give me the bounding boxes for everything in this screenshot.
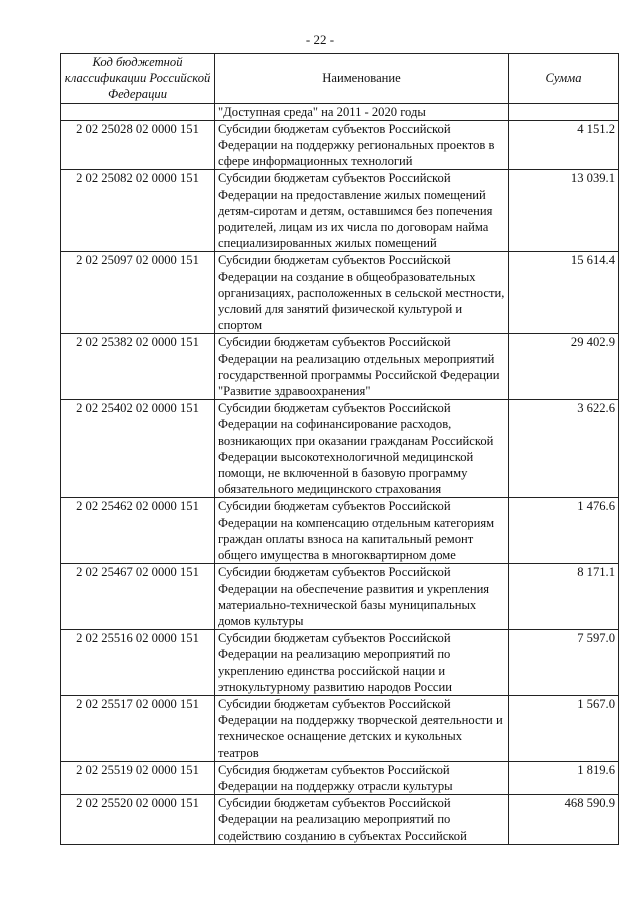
row-code: 2 02 25517 02 0000 151 <box>61 695 215 761</box>
row-name: Субсидии бюджетам субъектов Российской Федерации на реализацию отдельных мероприятий государственной программы Российской Федерации "Развитие здравоохранения" <box>215 334 509 400</box>
table-row <box>61 252 619 334</box>
header-name: Наименование <box>215 54 509 104</box>
header-code: Код бюджетной классификации Российской Федерации <box>61 54 215 104</box>
row-sum: 1 476.6 <box>509 498 619 564</box>
row-sum: 13 039.1 <box>509 170 619 252</box>
continuation-text: "Доступная среда" на 2011 - 2020 годы <box>215 103 509 120</box>
continuation-sum-cell <box>509 103 619 120</box>
row-code: 2 02 25520 02 0000 151 <box>61 795 215 845</box>
row-code: 2 02 25516 02 0000 151 <box>61 630 215 696</box>
row-name: Субсидии бюджетам субъектов Российской Федерации на обеспечение развития и укрепления материально-технической базы муниципальных домов культуры <box>215 564 509 630</box>
header-sum: Сумма <box>509 54 619 104</box>
row-sum: 1 567.0 <box>509 695 619 761</box>
table-row <box>61 334 619 400</box>
row-sum: 4 151.2 <box>509 120 619 170</box>
continuation-code-cell <box>61 103 215 120</box>
row-code: 2 02 25097 02 0000 151 <box>61 252 215 334</box>
row-sum: 8 171.1 <box>509 564 619 630</box>
row-name: Субсидия бюджетам субъектов Российской Федерации на поддержку отрасли культуры <box>215 761 509 794</box>
row-code: 2 02 25519 02 0000 151 <box>61 761 215 794</box>
table-row <box>61 630 619 696</box>
row-code: 2 02 25402 02 0000 151 <box>61 400 215 498</box>
row-name: Субсидии бюджетам субъектов Российской Федерации на софинансирование расходов, возникающих при оказании гражданам Российской Федерации высокотехнологичной медицинской помощи, не включенной в базовую программу обязательного медицинского страхования <box>215 400 509 498</box>
row-code: 2 02 25028 02 0000 151 <box>61 120 215 170</box>
row-name: Субсидии бюджетам субъектов Российской Федерации на предоставление жилых помещений детям-сиротам и детям, оставшимся без попечения родителей, лицам из их числа по договорам найма специализированных жилых помещений <box>215 170 509 252</box>
row-name: Субсидии бюджетам субъектов Российской Федерации на поддержку региональных проектов в сфере информационных технологий <box>215 120 509 170</box>
row-code: 2 02 25082 02 0000 151 <box>61 170 215 252</box>
row-sum: 468 590.9 <box>509 795 619 845</box>
row-sum: 1 819.6 <box>509 761 619 794</box>
table-row <box>61 564 619 630</box>
table-row <box>61 170 619 252</box>
row-code: 2 02 25462 02 0000 151 <box>61 498 215 564</box>
row-sum: 15 614.4 <box>509 252 619 334</box>
row-sum: 3 622.6 <box>509 400 619 498</box>
row-sum: 7 597.0 <box>509 630 619 696</box>
row-name: Субсидии бюджетам субъектов Российской Федерации на создание в общеобразовательных организациях, расположенных в сельской местности, условий для занятий физической культурой и спортом <box>215 252 509 334</box>
table-row <box>61 695 619 761</box>
table-row <box>61 761 619 794</box>
page-number: - 22 - <box>305 32 335 47</box>
row-code: 2 02 25467 02 0000 151 <box>61 564 215 630</box>
row-sum: 29 402.9 <box>509 334 619 400</box>
continuation-row <box>61 103 619 120</box>
table-row <box>61 498 619 564</box>
row-name: Субсидии бюджетам субъектов Российской Федерации на реализацию мероприятий по укреплению единства российской нации и этнокультурному развитию народов России <box>215 630 509 696</box>
row-name: Субсидии бюджетам субъектов Российской Федерации на поддержку творческой деятельности и техническое оснащение детских и кукольных театров <box>215 695 509 761</box>
row-code: 2 02 25382 02 0000 151 <box>61 334 215 400</box>
table-row <box>61 120 619 170</box>
table-row <box>61 400 619 498</box>
row-name: Субсидии бюджетам субъектов Российской Федерации на реализацию мероприятий по содействию созданию в субъектах Российской <box>215 795 509 845</box>
table-row <box>61 795 619 845</box>
budget-table <box>60 53 619 845</box>
row-name: Субсидии бюджетам субъектов Российской Федерации на компенсацию отдельным категориям граждан оплаты взноса на капитальный ремонт общего имущества в многоквартирном доме <box>215 498 509 564</box>
table-header-row <box>61 54 619 104</box>
